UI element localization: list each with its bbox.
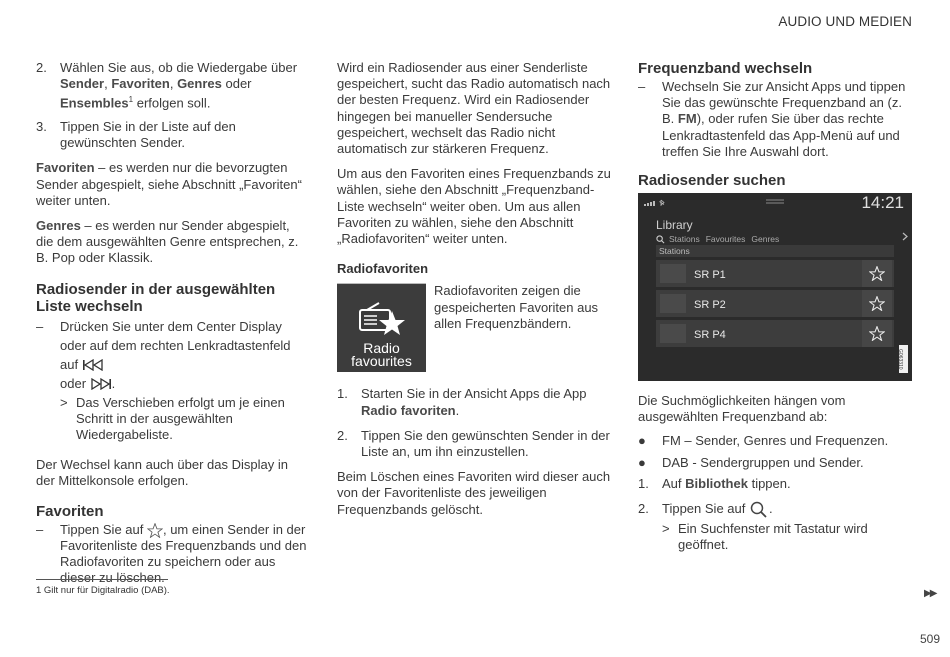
radio-favourites-app-image (337, 283, 426, 372)
radiofav-description: Radiofavoriten zeigen die gespeicherten Favoriten aus allen Frequenzbändern. (434, 283, 599, 331)
bullet-fm (638, 433, 914, 449)
radiofav-block (337, 283, 613, 372)
step-text: . (455, 402, 460, 418)
library-title: Library (656, 218, 693, 233)
heading-radiofavoriten: Radiofavoriten (337, 261, 429, 277)
bold-term: Genres (36, 217, 81, 233)
item-text: . (111, 375, 116, 391)
bold-term: Favoriten (36, 160, 95, 176)
radio-favourites-label (337, 342, 426, 368)
bold-term: FM (677, 111, 697, 127)
station-thumbnail (660, 324, 686, 343)
step-text: . (768, 501, 773, 517)
bullet-marker: ● (638, 433, 646, 449)
favourite-toggle[interactable] (862, 320, 892, 347)
genres-paragraph (36, 218, 308, 267)
heading-liste-wechseln: Radiosender in der ausgewählten Liste wechseln (36, 280, 276, 315)
step-text: erfolgen soll. (133, 95, 211, 111)
step-text: Wählen Sie aus, ob die Wiedergabe über (60, 60, 298, 75)
radiofav-step-1 (337, 386, 613, 418)
column-right (638, 60, 914, 560)
favourite-toggle[interactable] (862, 290, 892, 317)
star-outline-icon (869, 326, 885, 341)
wechsel-paragraph: Der Wechsel kann auch über das Display in der Mittelkonsole erfolgen. (36, 457, 288, 489)
para-senderliste: Wird ein Radiosender aus einer Senderliste gespeichert, sucht das Radio automatisch nach der besten Frequenz. Wird ein Radiosender hingegen bei manueller Sendersuche gespeichert, wechselt das Radio nicht automatisch zur stärkeren Frequenz. (337, 60, 611, 157)
item-text: Drücken Sie unter dem Center Display oder auf dem rechten Lenkradtastenfeld auf (60, 318, 291, 372)
footnote: 1 Gilt nur für Digitalradio (DAB). (36, 585, 170, 596)
station-name: SR P4 (694, 329, 726, 342)
liste-result (60, 395, 308, 444)
step-text: oder (221, 76, 252, 92)
separator: , (169, 76, 178, 92)
station-thumbnail (660, 294, 686, 313)
result-marker: > (60, 394, 68, 410)
item-text: Tippen Sie auf (60, 521, 147, 537)
step-text: tippen. (747, 475, 791, 491)
step-3 (36, 119, 308, 151)
para-suchmoeglichkeiten: Die Suchmöglichkeiten hängen vom ausgewählten Frequenzband ab: (638, 393, 846, 425)
star-outline-icon (147, 523, 163, 538)
bold-term: Radio favoriten (361, 402, 456, 418)
fav-item (36, 522, 308, 587)
step-number: 1. (638, 475, 649, 491)
favoriten-paragraph (36, 160, 308, 209)
step-number: 2. (337, 427, 348, 443)
radio-star-icon (359, 302, 407, 342)
station-row[interactable] (656, 320, 894, 347)
station-row[interactable] (656, 260, 894, 287)
handle-icon (766, 199, 784, 204)
search-icon[interactable] (656, 235, 665, 244)
bullet-dab (638, 455, 914, 471)
item-text: oder (60, 375, 90, 391)
such-step-2 (638, 501, 914, 518)
dash-marker: – (36, 521, 44, 537)
heading-favoriten: Favoriten (36, 502, 104, 520)
station-row[interactable] (656, 290, 894, 317)
bullet-text: FM – Sender, Genres und Frequenzen. (662, 433, 889, 449)
para-favoriten-waehlen: Um aus den Favoriten eines Frequenzbands zu wählen, siehe den Abschnitt „Frequenzband-Liste wechseln“ weiter oben. Um aus allen Favoriten zu wählen, siehe den Abschnitt „Radiofavoriten“ weiter unten. (337, 166, 611, 247)
dash-marker: – (638, 79, 646, 94)
freq-item (638, 79, 914, 160)
section-header: AUDIO UND MEDIEN (778, 14, 912, 29)
heading-frequenzband: Frequenzband wechseln (638, 60, 813, 77)
label-line-1: Radio (363, 340, 400, 357)
radiofav-step-2 (337, 428, 613, 460)
such-result (662, 521, 914, 553)
dash-marker: – (36, 318, 44, 334)
skip-back-icon (82, 359, 104, 371)
star-outline-icon (869, 266, 885, 281)
tab-favourites[interactable]: Favourites (705, 234, 746, 245)
separator: , (104, 76, 112, 92)
bold-term: Sender (60, 76, 105, 92)
bold-term: Ensembles (60, 95, 129, 111)
bullet-text: DAB - Sendergruppen und Sender. (662, 454, 864, 470)
step-number: 1. (337, 386, 348, 402)
continue-arrows-icon: ▶▶ (924, 588, 936, 599)
label-line-2: favourites (351, 353, 412, 370)
item-text: , um einen Sender in der Favoritenliste des Frequenzbands und den Radiofavoriten zu speichern oder aus dieser zu löschen. (60, 521, 307, 586)
result-marker: > (662, 521, 670, 537)
bold-term: Genres (177, 76, 222, 92)
tab-stations[interactable]: Stations (669, 234, 700, 245)
step-text: Auf (662, 475, 686, 491)
para-loeschen: Beim Löschen eines Favoriten wird dieser auch von der Favoritenliste des jeweiligen Frequenzbands gelöscht. (337, 469, 611, 517)
bullet-marker: ● (638, 454, 646, 470)
status-bar (638, 193, 912, 213)
bold-term: Favoriten (111, 76, 170, 92)
such-step-1 (638, 476, 914, 492)
step-number: 2. (36, 60, 47, 75)
item-text: ), oder rufen Sie über das rechte Lenkradtastenfeld das App-Menü auf und treffen Sie Ihre Auswahl dort. (662, 111, 900, 159)
step-text: Tippen Sie in der Liste auf den gewünschten Sender. (60, 118, 236, 151)
step-text: Tippen Sie den gewünschten Sender in der Liste an, um ihn einzustellen. (361, 427, 610, 460)
result-text: Ein Suchfenster mit Tastatur wird geöffnet. (678, 521, 868, 553)
step-text: Tippen Sie auf (662, 501, 749, 517)
bold-term: Bibliothek (685, 475, 748, 491)
search-icon (749, 501, 769, 518)
image-code: G063310 (899, 345, 908, 373)
footnote-divider (36, 579, 168, 580)
step-number: 3. (36, 118, 47, 134)
stations-section-header: Stations (656, 245, 894, 257)
para-text: – es werden nur Sender abgespielt, die dem ausgewählten Genre entsprechen, z. B. Pop oder Klassik. (36, 217, 299, 266)
item-text: Wechseln Sie zur Ansicht Apps und tippen Sie das gewünschte Frequenzband an (z. B. (662, 79, 906, 127)
page-number: 509 (919, 632, 940, 646)
result-text: Das Verschieben erfolgt um je einen Schritt in der ausgewählten Wiedergabeliste. (76, 394, 285, 442)
station-thumbnail (660, 264, 686, 283)
tab-genres[interactable]: Genres (751, 234, 780, 245)
center-display-screenshot (638, 193, 912, 381)
heading-radiosender-suchen: Radiosender suchen (638, 172, 786, 190)
liste-item (36, 317, 308, 393)
station-name: SR P1 (694, 269, 726, 282)
para-text: – es werden nur die bevorzugten Sender abgespielt, siehe Abschnitt „Favoriten“ weiter unten. (36, 160, 302, 208)
chevron-right-icon[interactable] (902, 232, 908, 241)
step-2 (36, 60, 308, 112)
column-left (36, 60, 308, 593)
station-name: SR P2 (694, 299, 726, 312)
step-number: 2. (638, 501, 649, 517)
clock: 14:21 (861, 193, 904, 213)
skip-forward-icon (90, 378, 112, 390)
signal-bluetooth-icon (644, 199, 674, 207)
footnote-ref: 1 (128, 95, 134, 105)
step-text: Starten Sie in der Ansicht Apps die App (361, 386, 587, 402)
column-middle (337, 60, 613, 527)
favourite-toggle[interactable] (862, 260, 892, 287)
star-outline-icon (869, 296, 885, 311)
